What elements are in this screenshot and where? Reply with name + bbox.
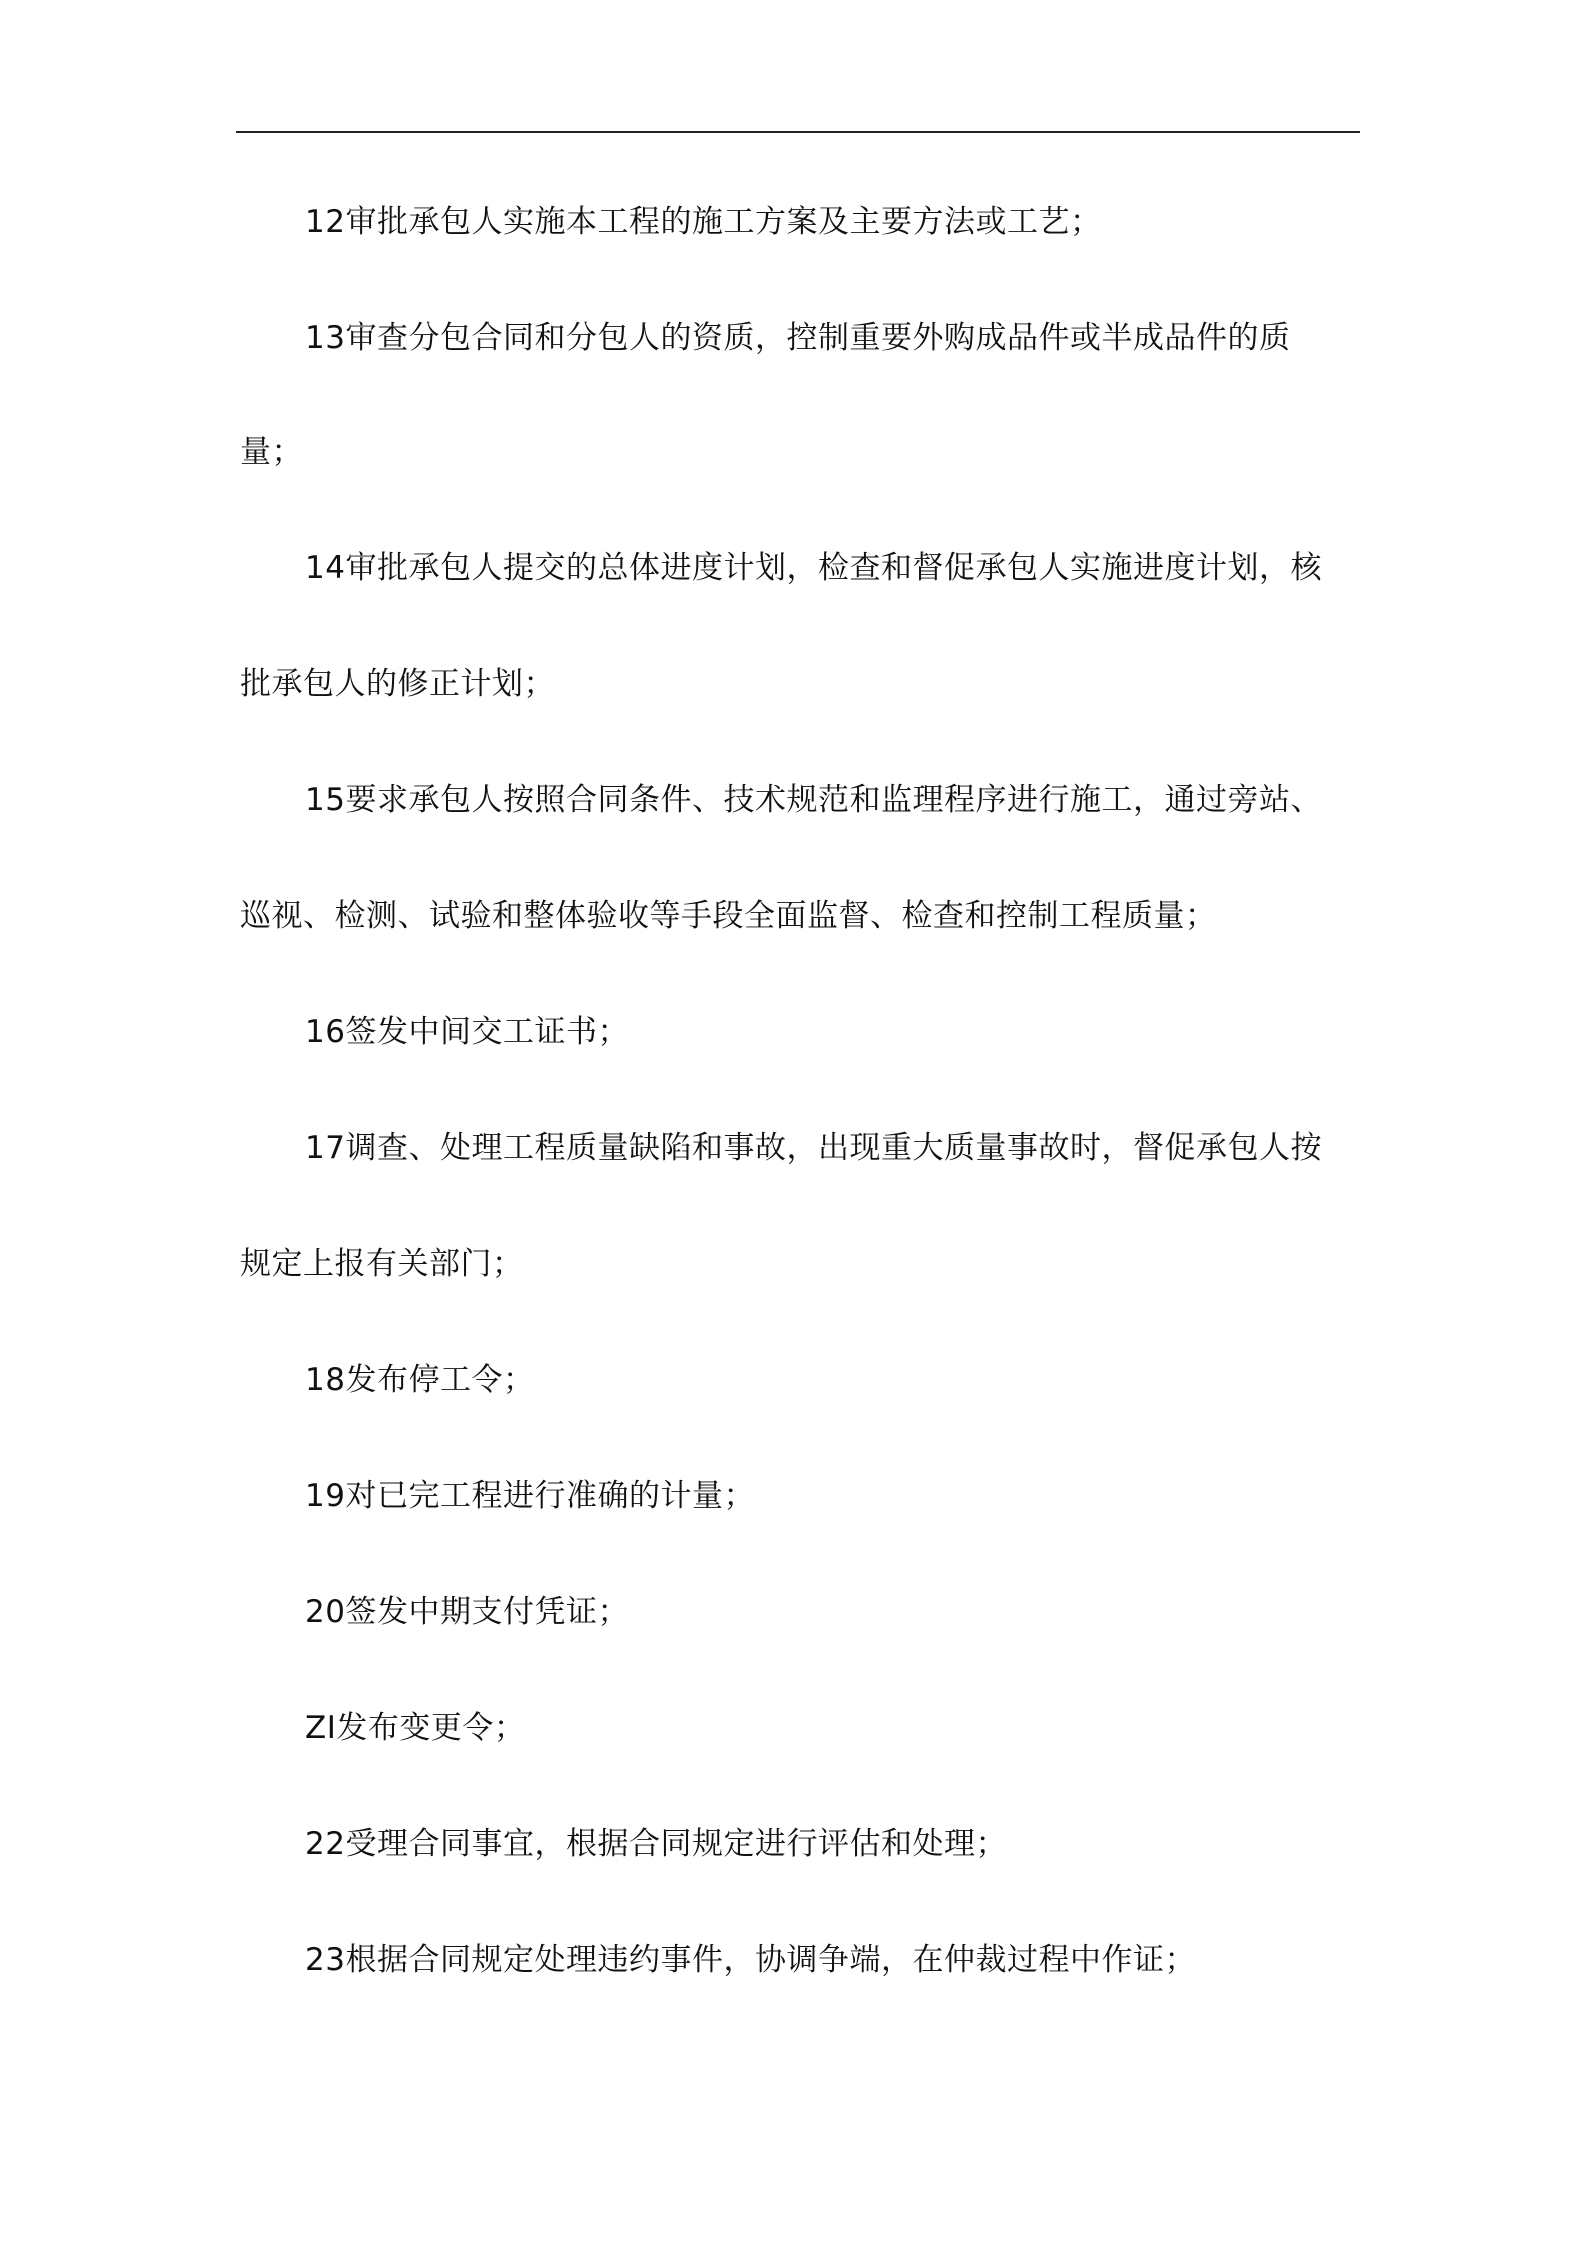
item-18: 18发布停工令； [305,1362,535,1398]
item-16: 16签发中间交工证书； [305,1014,629,1050]
item-12: 12审批承包人实施本工程的施工方案及主要方法或工艺； [305,204,1102,240]
item-23: 23根据合同规定处理违约事件，协调争端，在仲裁过程中作证； [305,1942,1196,1978]
item-22: 22受理合同事宜，根据合同规定进行评估和处理； [305,1826,1007,1862]
item-21: ZI发布变更令； [305,1710,526,1746]
item-15-continued: 巡视、检测、试验和整体验收等手段全面监督、检查和控制工程质量； [240,898,1217,934]
header-rule [236,131,1360,133]
item-15: 15要求承包人按照合同条件、技术规范和监理程序进行施工，通过旁站、 [305,782,1322,818]
item-13: 13审查分包合同和分包人的资质，控制重要外购成品件或半成品件的质 [305,320,1291,356]
item-13-continued: 量； [240,434,303,470]
item-14: 14审批承包人提交的总体进度计划，检查和督促承包人实施进度计划，核 [305,550,1322,586]
item-14-continued: 批承包人的修正计划； [240,666,555,702]
item-19: 19对已完工程进行准确的计量； [305,1478,755,1514]
item-17-continued: 规定上报有关部门； [240,1246,524,1282]
item-17: 17调查、处理工程质量缺陷和事故，出现重大质量事故时，督促承包人按 [305,1130,1322,1166]
item-20: 20签发中期支付凭证； [305,1594,629,1630]
